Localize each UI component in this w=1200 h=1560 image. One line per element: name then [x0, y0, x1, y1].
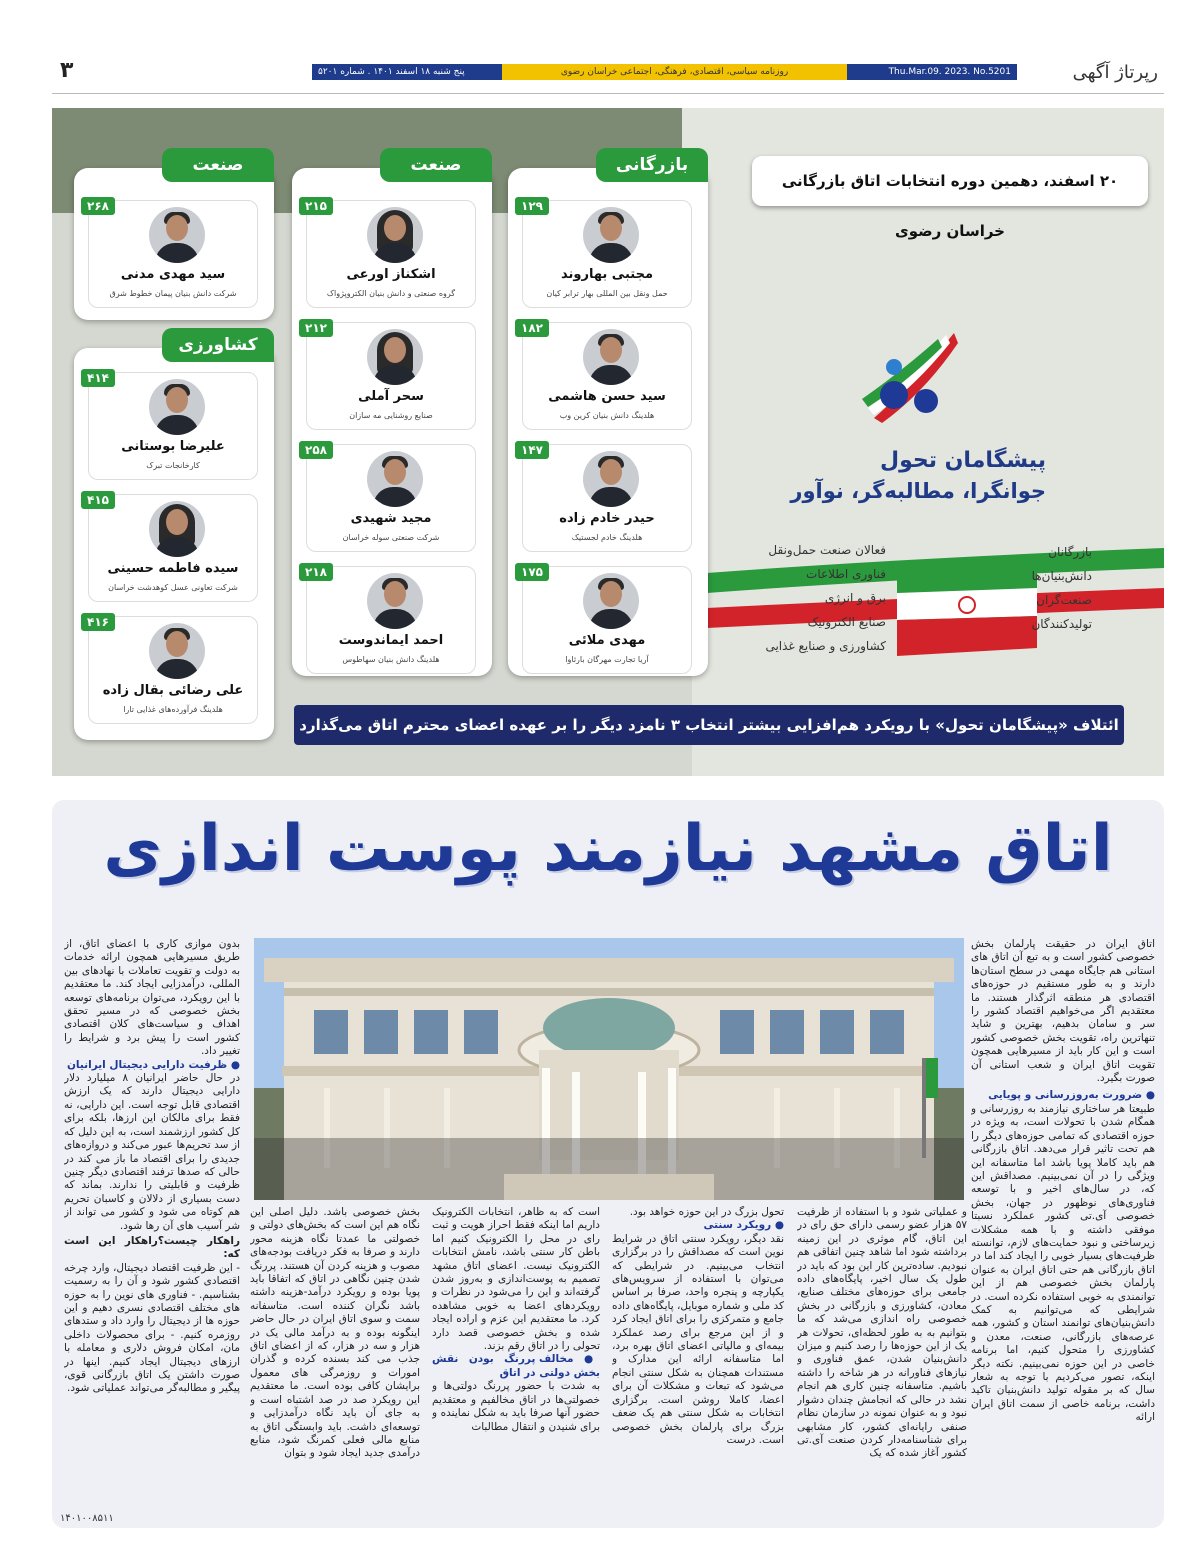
- english-date: Thu.Mar.09. 2023. No.5201: [847, 64, 1017, 80]
- subheading-text: رویکرد سنتی: [703, 1219, 772, 1232]
- candidate-name: مجتبی بهاروند: [560, 267, 653, 282]
- column-title: کشاورزی: [162, 328, 274, 362]
- paragraph: طبیعتا هر ساختاری نیازمند به روزرسانی و همگام شدن با تحولات است، به ویژه در حوزه اقتصادی که تمامی حوزه‌های دیگر را هم تحت تاثیر قرار می‌دهد. اتاق بازرگانی هم باید کاملا پویا باشد اما متاسفانه این ویژگی را در آن نمی‌بینیم. مصداقش این که، در سال‌های اخیر و با توسعه فناوری‌های نوظهور در جهان، بخش خصوصی آی.تی کشور عملکرد نسبتا موفقی داشته و با همه مشکلات زیرساختی و نبود حمایت‌های لازم، توانسته ظرفیت‌های بسیار خوبی را ایجاد کند اما در اتاق بازرگانی هم حتی اتاق ایران به عنوان پارلمان بخش خصوصی هم از این توانمندی به خوبی استفاده نکرده است. در شرایطی که می‌توانیم به کمک دانش‌بنیان‌های توانمند استان و کشور، همه عرصه‌های بازرگانی، صنعت، معدن و کشاورزی را متحول کنیم، اما برنامه خاصی در این حوزه نمی‌بینیم. نکته دیگر اینکه، تصور می‌کردیم با توجه به شعار سال که بر مقوله تولید دانش‌بنیان تاکید داشت، برنامه خاصی از سمت اتاق ایران ارائه: [971, 1102, 1155, 1424]
- candidate-number: ۲۶۸: [81, 197, 115, 215]
- candidate-card: [522, 200, 692, 308]
- paragraph: اتاق ایران در حقیقت پارلمان بخش خصوصی کشور است و به تبع آن اتاق های استانی هم جایگاه مهمی در سطح استان‌ها دارند و به طور مستقیم در حوزه‌های اقتصادی هر منطقه اثرگذار هستند. ما معتقدیم اگر می‌خواهیم اقتصاد کشور را سر و سامان بدهیم، بهترین و شاید تنهاترین راه، تقویت بخش خصوصی کشور است و این کار باید از مسیرهایی همچون تقویت اتاق ایران و شعب استانی آن صورت بگیرد.: [971, 938, 1155, 1085]
- subheading: ● ظرفیت دارایی دیجیتال ایرانیان: [66, 1058, 240, 1071]
- category-item: بازرگانان: [1048, 545, 1092, 559]
- categories-right: [1031, 540, 1092, 636]
- building-illustration: [254, 938, 964, 1200]
- candidate-card: [88, 200, 258, 308]
- candidate-company: آریا تجارت مهرگان بارثاوا: [565, 655, 649, 664]
- subheading-text: مخالف پررنگ بودن نقش بخش دولتی در اتاق: [432, 1353, 600, 1379]
- category-item: دانش‌بنیان‌ها: [1031, 569, 1092, 583]
- paragraph: بخش خصوصی باشد. دلیل اصلی این نگاه هم این است که بخش‌های دولتی و خصولتی ما عمدتا نگاه هزینه محور دارند و صرفا به فکر دریافت بودجه‌های مصوب و هزینه کردن آن هستند. پررنگ شدن چنین نگاهی در اتاق که اتفاقا باید پویا بوده و رویکرد درآمد-هزینه داشته باشد نگران کننده است. متاسفانه سمت و سوی اتاق ایران در حال حاضر اینگونه بوده و به درآمد مالی یک در هزار و سه در هزار، که از اعضای اتاق جذب می کند بسنده کرده و گذران امورات و روزمرگی های معمول برایشان کافی بوده است. ما معتقدیم این رویکرد صد در صد اشتباه است و به جای آن باید نگاه درآمدزایی و توسعه‌ای داشت. باید وابستگی اتاق به منابع مالی فعلی کمرنگ شود، منابع درآمدی جدید ایجاد شود و بتوان: [250, 1206, 420, 1460]
- article-title: اتاق مشهد نیازمند پوست اندازی: [103, 812, 1113, 886]
- category-item: فعالان صنعت حمل‌ونقل: [768, 543, 886, 557]
- candidate-company: شرکت صنعتی سوله خراسان: [342, 533, 440, 542]
- section-label: رپرتاژ آگهی: [1072, 62, 1158, 83]
- category-item: فناوری اطلاعات: [806, 567, 886, 581]
- candidate-photo: [149, 623, 205, 679]
- coalition-logo: [854, 323, 964, 433]
- candidate-number: ۲۱۲: [299, 319, 333, 337]
- candidate-card: [306, 200, 476, 308]
- chamber-building-photo: [254, 938, 964, 1200]
- paper-tagline: روزنامه سیاسی، اقتصادی، فرهنگی، اجتماعی خراسان رضوی: [502, 64, 847, 80]
- candidate-name: حیدر خادم زاده: [559, 511, 655, 526]
- ad-code: ۱۴۰۱۰۰۸۵۱۱: [60, 1513, 114, 1524]
- candidate-card: [88, 494, 258, 602]
- category-item: صنعت‌گران: [1036, 593, 1092, 607]
- candidate-card: [306, 322, 476, 430]
- candidate-card: [522, 322, 692, 430]
- candidate-photo: [367, 451, 423, 507]
- candidate-number: ۴۱۶: [81, 613, 115, 631]
- article-column-2: [797, 1206, 967, 1510]
- paragraph: و عملیاتی شود و با استفاده از ظرفیت ۵۷ هزار عضو رسمی دارای حق رای در این اتاق، گام موثری در این زمینه برداشته شود اما شاهد چنین اتفاقی هم نبودیم. ساده‌ترین کار این بود که باید در طول یک سال اخیر، پایگاه‌های داده جامعی برای حوزه‌های مختلف صنایع، معادن، کشاورزی و بازرگانی در بخش خصوصی راه اندازی می‌شد که ما بتوانیم به به طور لحظه‌ای، تحولات هر یک از این حوزه‌ها را رصد کنیم و میزان دانش‌بنیان شدن، عمق فناوری و نیازهای فناورانه در هر شاخه را داشته باشیم. متاسفانه چنین کاری هم انجام نشد در حالی که انجامش چندان دشوار نبود و به عنوان نمونه در سازمان نظام صنفی رایانه‌ای کشور، کار مشابهی برای شناسنامه‌دار کردن صنعت آی.تی کشور آغاز شده که یک: [797, 1206, 967, 1460]
- column-title: صنعت: [380, 148, 492, 182]
- candidate-name: علیرضا بوستانی: [121, 439, 225, 454]
- candidate-name: سید حسن هاشمی: [548, 389, 666, 404]
- article-column-6: [64, 938, 240, 1510]
- candidate-company: هلدینگ خادم لجستیک: [571, 533, 643, 542]
- candidate-name: سید مهدی مدنی: [120, 267, 226, 282]
- candidate-photo: [367, 207, 423, 263]
- subheading: ● ضرورت به‌روزرسانی و پویایی: [988, 1089, 1155, 1102]
- candidate-photo: [583, 207, 639, 263]
- category-item: کشاورزی و صنایع غذایی: [765, 639, 886, 653]
- paragraph: است که به ظاهر، انتخابات الکترونیک داریم اما اینکه فقط احراز هویت و ثبت رای در محل را الکترونیک کنیم اما باطن کار سنتی باشد، نامش انتخابات الکترونیک نیست. اعضای اتاق مشهد تصمیم به پوست‌اندازی و به‌روز شدن گرفته‌اند و این را می‌شود در نظرات و رویکردهای اعضا به خوبی مشاهده کرد. ما معتقدیم این عزم و اراده ایجاد شده و بخش خصوصی قصد دارد تحولی را در اتاق رقم بزند.: [432, 1206, 600, 1353]
- brand-slogan: جوانگرا، مطالبه‌گر، نوآور: [790, 479, 1046, 503]
- candidate-photo: [149, 501, 205, 557]
- article-column-3: [612, 1206, 784, 1510]
- candidate-company: صنایع روشنایی مه سازان: [349, 411, 433, 420]
- category-item: صنایع الکترونیک: [807, 615, 886, 629]
- coalition-banner: ائتلاف «پیشگامان تحول» با رویکرد هم‌افزایی بیشتر انتخاب ۳ نامزد دیگر را بر عهده اعضای محترم اتاق می‌گذارد: [294, 705, 1124, 745]
- candidate-card: [522, 566, 692, 674]
- subheading-text: ضرورت به‌روزرسانی و پویایی: [988, 1089, 1143, 1102]
- candidate-card: [88, 372, 258, 480]
- candidate-number: ۲۱۵: [299, 197, 333, 215]
- candidate-number: ۴۱۵: [81, 491, 115, 509]
- brand-block: [790, 448, 1046, 503]
- candidate-company: حمل ونقل بین المللی بهار ترابر کیان: [546, 289, 668, 298]
- candidate-number: ۴۱۴: [81, 369, 115, 387]
- candidate-card: [88, 616, 258, 724]
- candidate-name: علی رضائی بقال زاده: [102, 683, 244, 698]
- categories-left: [765, 538, 886, 658]
- election-ad: [52, 108, 1164, 776]
- candidate-company: هلدینگ فرآورده‌های غذایی تارا: [123, 705, 223, 714]
- brand-name: پیشگامان تحول: [880, 448, 1046, 473]
- candidate-company: هلدینگ دانش بنیان سهاطوس: [342, 655, 440, 664]
- candidate-photo: [367, 329, 423, 385]
- candidate-name: سیده فاطمه حسینی: [107, 561, 239, 576]
- election-title: ۲۰ اسفند، دهمین دوره انتخابات اتاق بازرگانی خراسان رضوی: [752, 156, 1148, 206]
- candidate-number: ۲۵۸: [299, 441, 333, 459]
- candidate-name: اشکناز اورعی: [346, 267, 436, 282]
- page-number: ۳: [60, 58, 74, 83]
- candidate-company: گروه صنعتی و دانش بنیان الکتروپژواک: [326, 289, 456, 298]
- candidate-photo: [149, 379, 205, 435]
- article-column-5: [250, 1206, 420, 1510]
- subheading: ● رویکرد سنتی: [703, 1219, 784, 1232]
- candidate-photo: [583, 451, 639, 507]
- page-header: [52, 54, 1164, 94]
- paragraph: نقد دیگر، رویکرد سنتی اتاق در شرایط نوین است که مصداقش را در برگزاری انتخاب می‌بینیم. در شرایطی که می‌توان با استفاده از سرویس‌های یکپارچه و پنجره واحد، صرفا بر اساس کد ملی و شماره موبایل، پایگاه‌های داده جامع و متمرکزی را برای اتاق ایجاد کرد و از این مرجع برای رصد عملکرد بیمه‌ای و مالیاتی اعضای اتاق بهره برد، اما متاسفانه ارائه این مدارک و مستندات همچنان به شکل سنتی انجام می‌شود که تبعات و مشکلات آن برای اعضا، کاملا روشن است. برگزاری انتخابات به شکل سنتی هم یک ضعف بزرگ برای پارلمان بخش خصوصی است. درست: [612, 1232, 784, 1446]
- candidate-number: ۱۸۲: [515, 319, 549, 337]
- paragraph: تحول بزرگ در این حوزه خواهد بود.: [629, 1206, 784, 1218]
- subheading: ● مخالف پررنگ بودن نقش بخش دولتی در اتاق: [432, 1353, 600, 1379]
- candidate-company: شرکت تعاونی عسل کوهدشت خراسان: [108, 583, 238, 592]
- persian-date: پنج شنبه ۱۸ اسفند ۱۴۰۱ . شماره ۵۲۰۱: [312, 64, 502, 80]
- candidate-card: [522, 444, 692, 552]
- masthead-bar: [312, 64, 1017, 80]
- candidate-card: [306, 566, 476, 674]
- column-title: صنعت: [162, 148, 274, 182]
- category-item: برق و انرژی: [824, 591, 886, 605]
- candidate-card: [306, 444, 476, 552]
- column-title: بازرگانی: [596, 148, 708, 182]
- candidate-name: مجید شهیدی: [350, 511, 432, 526]
- paragraph: بدون موازی کاری با اعضای اتاق، از طریق مسیرهایی همچون ارائه خدمات به دولت و تقویت تعاملات با نهادهای بین المللی، درآمدزایی ایجاد کند. ما معتقدیم با این رویکرد، می‌توان برنامه‌های توسعه بخش خصوصی که در مسیر تحقق اهداف و سیاست‌های کلان اقتصادی کشور است را پیش برد و شرایط را تغییر داد.: [64, 938, 240, 1058]
- article-column-4: [432, 1206, 600, 1510]
- candidate-company: شرکت دانش بنیان پیمان خطوط شرق: [109, 289, 237, 298]
- candidate-name: سحر آملی: [358, 389, 424, 404]
- candidate-name: مهدی ملائی: [568, 633, 646, 648]
- candidate-number: ۱۷۵: [515, 563, 549, 581]
- candidate-name: احمد ایماندوست: [338, 633, 444, 648]
- paragraph: در حال حاضر ایرانیان ۸ میلیارد دلار دارایی دیجیتال دارند که یک ارزش اقتصادی قابل توجه است. این دارایی، نه فقط برای مالکان این ارزها، بلکه برای کل کشور ارزشمند است، به این دلیل که از سد تحریم‌ها عبور می‌کند و دروازه‌های جدیدی را برای اقتصاد ما باز می کند در حالی که صدها ترفند اقتصادی دیگر چنین ظرفیت و قابلیتی را ندارند. بماند که دست بسیاری از دلالان و کاسبان تحریم هم کوتاه می شود و کشور می تواند از شر آسیب های آن رها شود.: [64, 1072, 240, 1232]
- paragraph: - این ظرفیت اقتصاد دیجیتال، وارد چرخه اقتصادی کشور شود و آن را به رسمیت بشناسیم. - فناوری های نوین را به حوزه های مختلف اقتصادی نسری دهیم و این حوزه ها از دیجیتال را وارد داد و ستدهای روزمره کنیم. - برای محصولات داخلی مان، امکان فروش دلاری و معامله با ارزهای دیجیتال ایجاد کنیم. اینها در صورت داشتن یک اتاق بازرگانی قوی، پیگیر و مطالبه‌گر می‌تواند عملیاتی شود.: [64, 1261, 240, 1395]
- subheading: راهکار چیست؟راهکار این است که:: [64, 1234, 240, 1261]
- paragraph: به شدت با حضور پررنگ دولتی‌ها و خصولتی‌ها در اتاق مخالفیم و معتقدیم حضور آنها صرفا باید به شکل نماینده و برای شنیدن و انتقال مطالبات: [432, 1380, 600, 1433]
- candidate-photo: [367, 573, 423, 629]
- candidate-photo: [149, 207, 205, 263]
- candidate-number: ۲۱۸: [299, 563, 333, 581]
- category-item: تولیدکنندگان: [1031, 617, 1092, 631]
- article-column-1: [971, 938, 1155, 1510]
- candidate-company: کارخانجات تبرک: [146, 461, 200, 470]
- candidate-number: ۱۴۷: [515, 441, 549, 459]
- candidate-number: ۱۲۹: [515, 197, 549, 215]
- candidate-photo: [583, 573, 639, 629]
- candidate-company: هلدینگ دانش بنیان کرین وب: [559, 411, 655, 420]
- subheading-text: ظرفیت دارایی دیجیتال ایرانیان: [66, 1058, 228, 1071]
- candidate-photo: [583, 329, 639, 385]
